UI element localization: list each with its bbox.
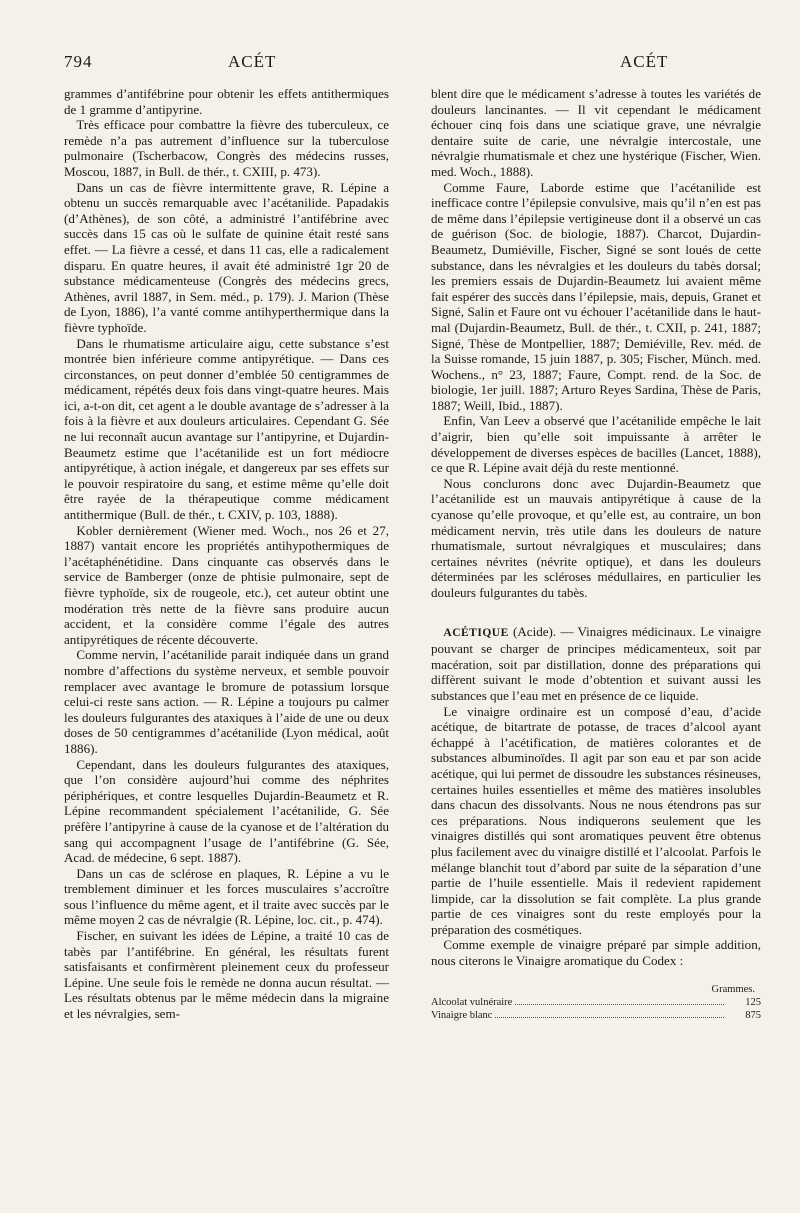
entry-text: (Acide). — Vinaigres médicinaux. Le vinaigre pouvant se charger de principes médicamenteux, soit par macération, soit par distillation, donne des préparations qui diffèrent suivant le mode d’obtention et suivant aussi les substances que l’eau met en présence de ce liquide. bbox=[431, 623, 761, 703]
dot-leader bbox=[495, 1017, 724, 1018]
paragraph: Comme Faure, Laborde estime que l’acétanilide est inefficace contre l’épilepsie convulsive, mais qu’il n’en est pas de même dans l’épilepsie vertigineuse dont il a observé un cas de guérison (Soc. de biologie, 1887). Charcot, Dujardin-Beaumetz, Dumiéville, Fischer, Signé se sont loués de cette substance, dans les névralgies et les douleurs du tabès dorsal; les premiers essais de Dujardin-Beaumetz lui avaient même fait espérer des succès dans l’épilepsie, mais, depuis, Granet et Signé, Salin et Faure ont vu échouer l’acétanilide dans le haut-mal (Dujardin-Beaumetz, Bull. de thér., t. CXII, p. 241, 1887; Signé, Thèse de Montpellier, 1887; Demiéville, Rev. méd. de la Suisse romande, 15 juin 1887, p. 305; Fischer, Münch. med. Wochens., n° 23, 1887; Faure, Compt. rend. de la Soc. de biologie, 1er juill. 1887; Arturo Reyes Sardina, Thèse de Paris, 1887; Weill, Ibid., 1887). bbox=[431, 179, 761, 413]
recipe-row bbox=[431, 1009, 761, 1022]
paragraph: Cependant, dans les douleurs fulgurantes des ataxiques, que l’on considère aujourd’hui comme des néphrites périphériques, et contre lesquelles Dujardin-Beaumetz et R. Lépine recommandent spécialement l’acétanilide, G. Sée préfère l’antipyrine à cause de la cyanose et de l’altération du sang qui accompagnent l’usage de l’antifébrine (G. Sée, Acad. de médecine, 6 sept. 1887). bbox=[64, 756, 389, 866]
paragraph: Enfin, Van Leev a observé que l’acétanilide empêche le lait d’aigrir, bien qu’elle soit impuissante à arrêter le développement de diverses espèces de bacilles (Lancet, 1888), ce que R. Lépine avait déjà du reste mentionné. bbox=[431, 413, 761, 476]
recipe-quantity: 875 bbox=[745, 1009, 761, 1021]
paragraph: Le vinaigre ordinaire est un composé d’eau, d’acide acétique, de bitartrate de potasse, de traces d’alcool ayant échappé à l’acétification, de matières colorantes et de substances albuminoïdes. Il agit par son eau et par son acide acétique, qui lui permet de dissoudre les substances résineuses, certaines huiles essentielles et même des matières insolubles dans chacun des dissolvants. Nous ne nous étendrons pas sur ces préparations. Nous indiquerons seulement que les vinaigres distillés qui sont aromatiques peuvent être obtenus plus facilement avec du vinaigre distillé et l’alcoolat. Parfois le mélange blanchit tout d’abord par suite de la séparation d’une partie de l’huile essentielle. Mais il redevient rapidement limpide, car la dissolution se fait complète. La plus grande partie de ces vinaigres sont du reste employés pour la préparation des cosmétiques. bbox=[431, 703, 761, 937]
paragraph: Nous conclurons donc avec Dujardin-Beaumetz que l’acétanilide est un mauvais antipyrétique à cause de la cyanose qu’elle provoque, et qu’elle est, au contraire, un bon médicament nervin, très utile dans les douleurs de nature rhumatismale, surtout névralgiques et musculaires; dans certaines névrites (névrite optique), et dans les douleurs déterminées par les scléroses médullaires, en particulier les douleurs fulgurantes du tabès. bbox=[431, 475, 761, 600]
recipe-unit-header: Grammes. bbox=[711, 983, 755, 995]
running-header-left: ACÉT bbox=[228, 52, 277, 71]
recipe-ingredient: Alcoolat vulnéraire bbox=[431, 996, 513, 1008]
paragraph: Fischer, en suivant les idées de Lépine, a traité 10 cas de tabès par l’antifébrine. En général, les résultats furent satisfaisants et confirmèrent pleinement ceux du professeur Lépine. Une seule fois le remède ne donna aucun résultat. — Les résultats obtenus par le même médecin dans la migraine et les névralgies, sem- bbox=[64, 928, 389, 1022]
left-column bbox=[64, 86, 389, 1022]
right-column bbox=[431, 86, 761, 1022]
entry-headword: ACÉTIQUE bbox=[443, 626, 509, 639]
paragraph: blent dire que le médicament s’adresse à toutes les variétés de douleurs lancinantes. — Il vit cependant le médicament échouer cinq fois dans une sciatique grave, une névralgie dentaire suite de carie, une névralgie intercostale, une névralgie rhumatismale et chez une hystérique (Fischer, Wien. med. Woch., 1888). bbox=[431, 86, 761, 179]
recipe-quantity: 125 bbox=[745, 996, 761, 1008]
paragraph: Dans le rhumatisme articulaire aigu, cette substance s’est montrée bien inférieure comme antipyrétique. — Dans ces circonstances, on peut donner d’emblée 50 centigrammes de médicament, répétés deux fois dans vingt-quatre heures. Mais ici, a-t-on dit, cet agent a le double avantage de s’adresser à la fois à la fièvre et aux douleurs articulaires. Cependant G. Sée ne lui reconnaît aucun avantage sur l’antipyrine, et Dujardin-Beaumetz estime que l’acétanilide est un fort médiocre antipyrétique, à action inégale, et dangereux par ses effets sur le pouvoir respiratoire du sang, et estime même qu’elle doit être rayée de la thérapeutique comme médicament antithermique (Bull. de thér., t. CXIV, p. 103, 1888). bbox=[64, 335, 389, 523]
dictionary-entry bbox=[431, 624, 761, 704]
paragraph: Comme nervin, l’acétanilide parait indiquée dans un grand nombre d’affections du système nerveux, et semble pouvoir remplacer avec avantage le bromure de potassium lorsque celui-ci reste sans action. — R. Lépine a toujours pu calmer les douleurs fulgurantes des ataxiques à l’aide de une ou deux doses de 50 centigrammes d’acétanilide (Lyon médical, août 1886). bbox=[64, 647, 389, 756]
paragraph: Kobler dernièrement (Wiener med. Woch., nos 26 et 27, 1887) vantait encore les propriétés antihypothermiques de l’acétaphénétidine. Dans cinquante cas observés dans le service de Bamberger (onze de phtisie pulmonaire, sept de fièvre typhoïde, six de rougeole, etc.), cet auteur obtint une modération très nette de la fièvre sans produire aucun accident, et la considère comme l’égale des autres antipyrétiques de récente découverte. bbox=[64, 522, 389, 647]
page-number: 794 bbox=[64, 52, 93, 71]
recipe-row bbox=[431, 996, 761, 1009]
running-header-right: ACÉT bbox=[620, 52, 669, 71]
recipe-ingredient: Vinaigre blanc bbox=[431, 1009, 493, 1021]
dot-leader bbox=[515, 1004, 724, 1005]
paragraph: Dans un cas de sclérose en plaques, R. Lépine a vu le tremblement diminuer et les forces musculaires s’accroître sous l’influence du même agent, et il traite avec succès par le même moyen 2 cas de névralgie (R. Lépine, loc. cit., p. 474). bbox=[64, 865, 389, 928]
paragraph: Dans un cas de fièvre intermittente grave, R. Lépine a obtenu un succès remarquable avec l’acétanilide. Papadakis (d’Athènes), de son côté, a administré l’antifébrine avec succès dans 15 cas où le sulfate de quinine était resté sans effet. — La fièvre a cessé, et dans 11 cas, elle a radicalement disparu. En quatre heures, il avait été administré 1gr 20 de substance médicamenteuse (Congrès des médecins grecs, Athènes, avril 1887, in Sem. méd., p. 179). J. Marion (Thèse de Lyon, 1886), l’a vanté comme antihyperthermique dans la fièvre typhoïde. bbox=[64, 179, 389, 335]
paragraph: grammes d’antifébrine pour obtenir les effets antithermiques de 1 gramme d’antipyrine. bbox=[64, 86, 389, 117]
paragraph: Comme exemple de vinaigre préparé par simple addition, nous citerons le Vinaigre aromatique du Codex : bbox=[431, 937, 761, 969]
paragraph: Très efficace pour combattre la fièvre des tuberculeux, ce remède n’a pas autrement d’influence sur la tuberculose pulmonaire (Tscherbacow, Congrès des médecins russes, Moscou, 1887, in Bull. de thér., t. CXIII, p. 473). bbox=[64, 117, 389, 179]
recipe-table bbox=[431, 983, 761, 1022]
